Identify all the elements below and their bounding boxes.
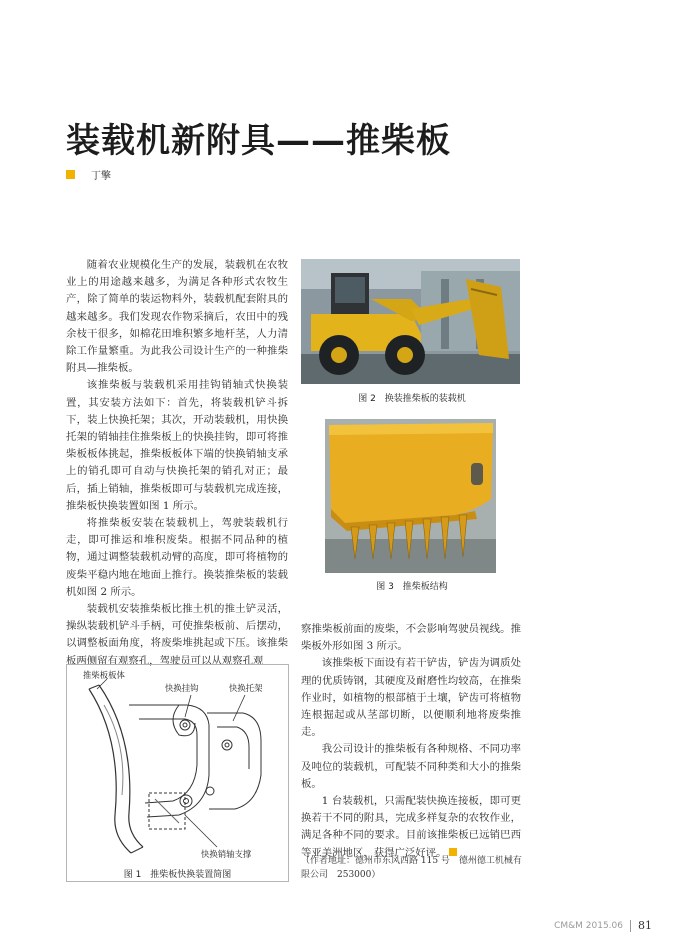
label-plate-body: 推柴板板体 xyxy=(83,670,125,680)
paragraph: 装载机安装推柴板比推土机的推土铲灵活，操纵装载机铲斗手柄，可使推柴板前、后摆动，以调整板面角度，将废柴堆挑起或下压。该推柴板两侧留有观察孔，驾驶员可以从观察孔观 xyxy=(66,603,288,667)
paragraph: 将推柴板安装在装载机上，驾驶装载机行走，即可推运和堆积废柴。根据不同品种的植物，通过调整装载机动臂的高度，即可将植物的废柴平稳内地在地面上推行。换装推柴板的装载机如图 2 所示。 xyxy=(66,517,288,598)
loader-image xyxy=(301,259,520,384)
right-column-text xyxy=(301,621,521,862)
paragraph-text: 1 台装载机，只需配装快换连接板，即可更换若干不同的附具，完成多样复杂的农牧作业，满足各种不同的要求。目前该推柴板已远销巴西等亚美洲地区，获得广泛好评。 xyxy=(301,795,521,859)
author-square-icon xyxy=(66,170,75,179)
paragraph: 该推柴板下面设有若干铲齿，铲齿为调质处理的优质铸钢，其硬度及耐磨性均较高，在推柴作业时，如植物的根部植于土壤，铲齿可将植物连根掘起或从茎部切断，以便顺利地将废柴推走。 xyxy=(301,657,521,739)
label-quick-bracket: 快换托架 xyxy=(229,683,263,693)
left-column-text xyxy=(66,257,288,670)
push-plate-image xyxy=(325,419,496,573)
author-name: 丁擎 xyxy=(91,171,111,182)
figure-2-photo xyxy=(301,259,520,384)
paragraph xyxy=(301,793,521,862)
author-address: （作者地址：德州市东风西路 115 号 德州德工机械有限公司 253000） xyxy=(301,856,522,880)
paragraph: 该推柴板与装载机采用挂钩销轴式快换装置，其安装方法如下：首先，将装载机铲斗拆下，装上快换托架；其次，开动装载机，用快换托架的销轴挂住推柴板上的快换挂钩，即可将推柴板板体挑起，推柴板板体下端的快换销轴支承上的销孔即可自动与快换托架的销孔对正；最后，插上销轴，推柴板即可与装载机完成连接，推柴板快换装置如图 1 所示。 xyxy=(66,379,288,512)
paragraph: 随着农业规模化生产的发展，装载机在农牧业上的用途越来越多，为满足各种形式农牧生产，除了简单的装运物料外，装载机配套附具的越来越多。我们发现农作物采摘后，农田中的残余枝干很多，如棉花田堆积繁多地杆茎，人力清除工作量繁重。为此我公司设计生产的一种推柴附具—推柴板。 xyxy=(66,259,288,375)
figure-1 xyxy=(66,664,289,882)
figure-2-caption: 图 2 换装推柴板的装载机 xyxy=(358,394,466,404)
quick-change-diagram xyxy=(67,665,288,881)
figure-3-caption: 图 3 推柴板结构 xyxy=(376,582,448,592)
article-title: 装载机新附具——推柴板 xyxy=(66,121,451,161)
page-footer xyxy=(554,919,652,932)
journal-issue: CM&M 2015.06 xyxy=(554,920,623,931)
label-pin-support: 快换销轴支撑 xyxy=(201,849,252,859)
page-number: 81 xyxy=(638,919,652,932)
figure-3-photo xyxy=(325,419,496,573)
label-quick-hook: 快换挂钩 xyxy=(165,683,199,693)
paragraph: 察推柴板前面的废柴，不会影响驾驶员视线。推柴板外形如图 3 所示。 xyxy=(301,623,521,653)
footer-divider xyxy=(630,920,631,932)
paragraph: 我公司设计的推柴板有各种规格、不同功率及吨位的装载机，可配装不同种类和大小的推柴板。 xyxy=(301,743,521,790)
author-row xyxy=(66,167,111,182)
figure-1-caption: 图 1 推柴板快换装置简图 xyxy=(123,870,232,880)
